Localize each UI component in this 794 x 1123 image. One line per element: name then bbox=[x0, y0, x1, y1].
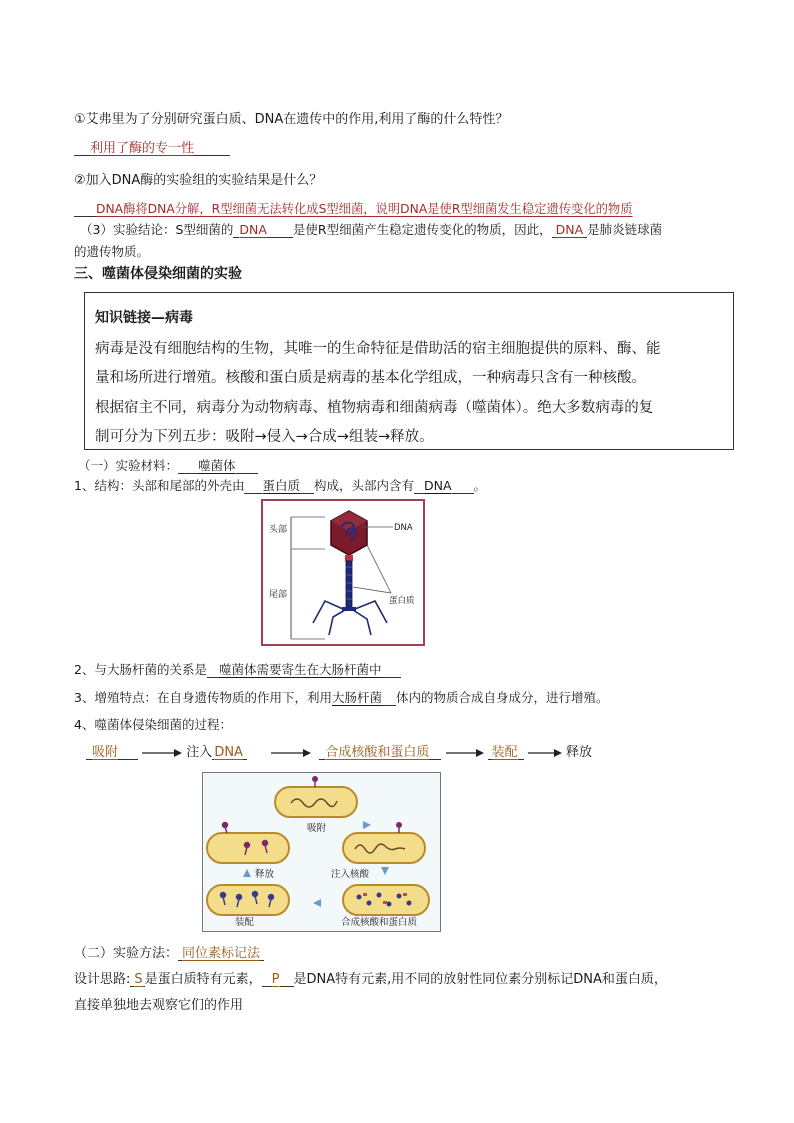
process-flow bbox=[86, 741, 592, 760]
phage-tail bbox=[346, 561, 352, 607]
conclusion-answer-1: DNA bbox=[239, 222, 267, 237]
arrow-right-icon bbox=[528, 748, 562, 758]
conclusion-answer-2: DNA bbox=[555, 222, 584, 237]
cycle-label-adsorption: 吸附 bbox=[307, 823, 327, 834]
answer-2-text: DNA酶将DNA分解，R型细菌无法转化成S型细菌，说明DNA是使R型细菌发生稳定遗传变化的物质 bbox=[96, 202, 633, 216]
design-text-3: 是DNA特有元素,用不同的放射性同位素分别标记DNA和蛋白质， bbox=[293, 972, 667, 987]
design-line-1 bbox=[74, 968, 667, 987]
phage-head-label: 头部 bbox=[269, 525, 288, 535]
phage-dna-label: DNA bbox=[394, 523, 413, 533]
reproduction-text-2: 体内的物质合成自身成分，进行增殖。 bbox=[395, 690, 609, 705]
structure-answer-2: DNA bbox=[424, 478, 452, 493]
knowledge-line-4: 制可分为下列五步：吸附→侵入→合成→组装→释放。 bbox=[95, 429, 434, 445]
process-step-3: 合成核酸和蛋白质 bbox=[325, 745, 430, 760]
knowledge-title: 知识链接—病毒 bbox=[95, 310, 193, 326]
structure-text-3: 。 bbox=[473, 478, 487, 493]
arrow-right-icon bbox=[446, 748, 484, 758]
conclusion-line-2: 的遗传物质。 bbox=[74, 244, 150, 259]
reproduction-line bbox=[74, 688, 609, 706]
arrow-right-icon bbox=[142, 748, 182, 758]
knowledge-box bbox=[84, 292, 734, 450]
conclusion-text-2: 是使R型细菌产生稳定遗传变化的物质，因此， bbox=[292, 222, 552, 237]
section-3-title: 三、噬菌体侵染细菌的实验 bbox=[74, 266, 242, 282]
reproduction-text-1: 3、增殖特点：在自身遗传物质的作用下，利用 bbox=[74, 690, 332, 705]
phage-diagram bbox=[263, 501, 423, 644]
cycle-label-assembly: 装配 bbox=[235, 917, 255, 928]
knowledge-line-3: 根据宿主不同，病毒分为动物病毒、植物病毒和细菌病毒（噬菌体）。绝大多数病毒的复 bbox=[95, 400, 654, 416]
process-step-2-prefix: 注入 bbox=[186, 745, 213, 760]
structure-text-2: 构成，头部内含有 bbox=[313, 478, 414, 493]
bacterium-synthesis bbox=[343, 885, 429, 915]
infection-cycle-figure bbox=[202, 772, 441, 932]
structure-line bbox=[74, 476, 486, 494]
process-step-4: 装配 bbox=[491, 745, 518, 760]
question-2: ②加入DNA酶的实验组的实验结果是什么？ bbox=[74, 173, 323, 188]
design-answer-1: S bbox=[134, 972, 143, 987]
design-text-1: 设计思路: bbox=[74, 972, 131, 987]
reproduction-answer: 大肠杆菌 bbox=[331, 690, 382, 705]
method-answer: 同位素标记法 bbox=[182, 946, 261, 961]
cycle-label-injection: 注入核酸 bbox=[331, 869, 370, 880]
bacterium-assembly bbox=[207, 885, 289, 915]
process-label: 4、噬菌体侵染细菌的过程： bbox=[74, 717, 232, 732]
conclusion-text-1: （3）实验结论：S型细菌的 bbox=[80, 222, 234, 237]
arrow-right-icon bbox=[271, 748, 311, 758]
infection-cycle-diagram bbox=[203, 773, 440, 931]
knowledge-line-1: 病毒是没有细胞结构的生物，其唯一的生命特征是借助活的宿主细胞提供的原料、酶、能 bbox=[95, 341, 661, 357]
method-label: （二）实验方法： bbox=[74, 946, 179, 961]
cycle-label-synthesis: 合成核酸和蛋白质 bbox=[341, 917, 418, 928]
cycle-label-release: 释放 bbox=[255, 869, 275, 880]
question-1: ①艾弗里为了分别研究蛋白质、DNA在遗传中的作用,利用了酶的什么特性？ bbox=[74, 112, 509, 127]
relation-label: 2、与大肠杆菌的关系是 bbox=[74, 662, 207, 677]
method-line bbox=[74, 942, 264, 961]
answer-1 bbox=[74, 137, 230, 156]
phage-structure-figure bbox=[261, 499, 425, 646]
materials-answer: 噬菌体 bbox=[198, 458, 236, 473]
process-step-2: DNA bbox=[214, 745, 243, 760]
design-answer-2: P bbox=[271, 972, 280, 987]
phage-protein-label: 蛋白质 bbox=[389, 596, 415, 606]
relation-answer: 噬菌体需要寄生在大肠杆菌中 bbox=[218, 662, 382, 677]
design-text-2: 是蛋白质特有元素， bbox=[144, 972, 262, 987]
answer-2 bbox=[74, 199, 633, 217]
conclusion-text-3: 是肺炎链球菌 bbox=[587, 222, 663, 237]
answer-1-text: 利用了酶的专一性 bbox=[90, 141, 195, 156]
relation-line bbox=[74, 660, 401, 678]
materials-line bbox=[78, 456, 258, 474]
materials-label: （一）实验材料： bbox=[78, 458, 179, 473]
conclusion-line-1 bbox=[80, 220, 662, 238]
process-step-1: 吸附 bbox=[92, 745, 119, 760]
design-line-2: 直接单独地去观察它们的作用 bbox=[74, 998, 244, 1013]
phage-icon bbox=[312, 776, 318, 787]
structure-answer-1: 蛋白质 bbox=[262, 478, 300, 493]
structure-text-1: 1、结构：头部和尾部的外壳由 bbox=[74, 478, 245, 493]
knowledge-line-2: 量和场所进行增殖。核酸和蛋白质是病毒的基本化学组成，一种病毒只含有一种核酸。 bbox=[95, 370, 646, 386]
process-step-5: 释放 bbox=[565, 745, 592, 760]
phage-collar bbox=[345, 555, 353, 561]
phage-tail-label: 尾部 bbox=[269, 590, 288, 600]
